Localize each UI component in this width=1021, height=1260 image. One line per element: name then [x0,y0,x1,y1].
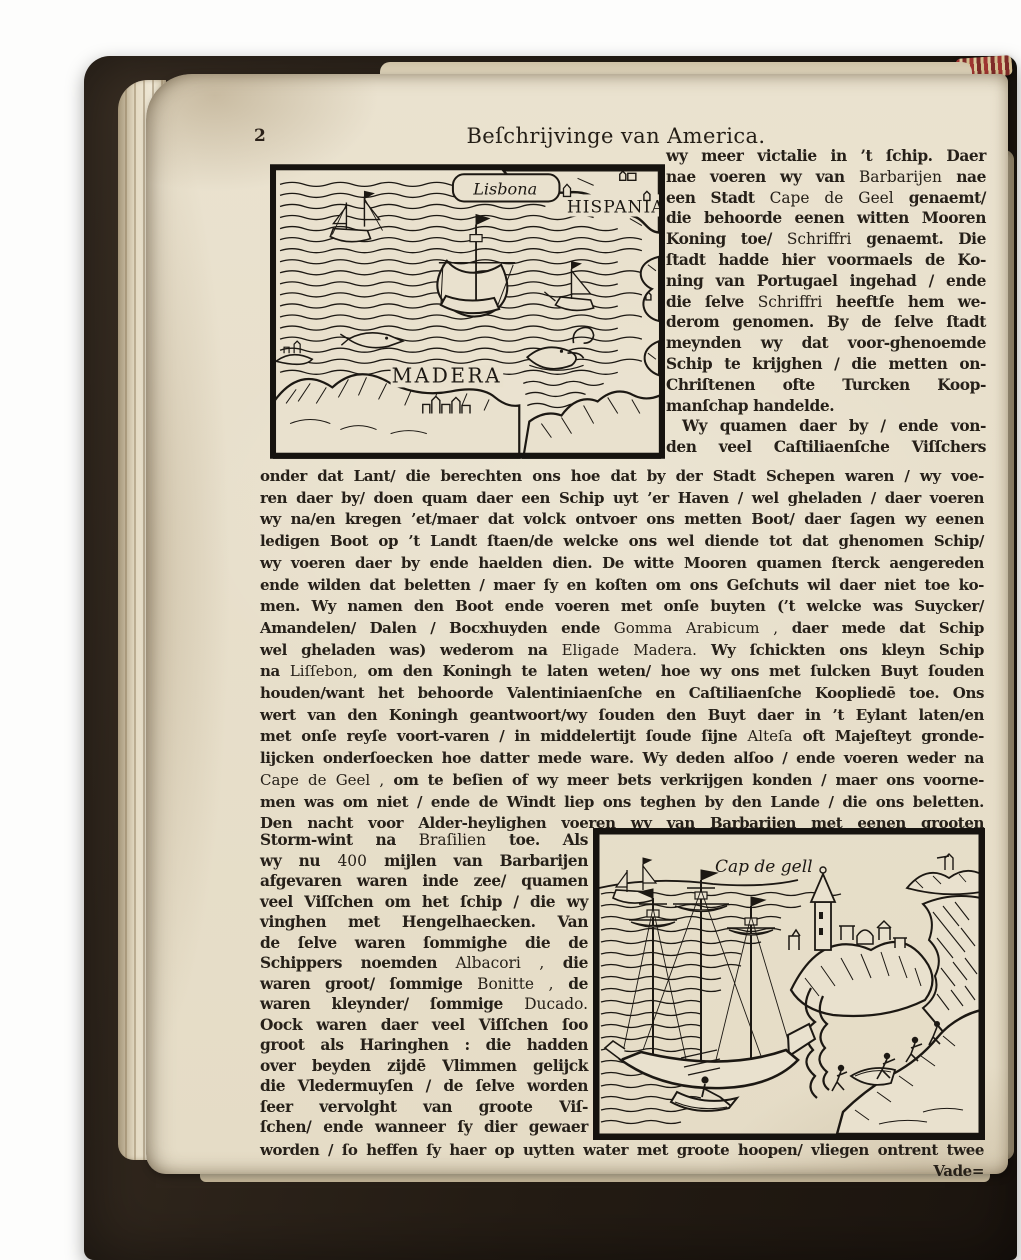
text-line [260,1056,588,1077]
text-line [260,933,588,954]
blackletter-segment: Wy ſchickten ons kleyn Schip [696,640,984,659]
blackletter-segment: die ſelve [666,292,758,311]
right-column-text [666,146,986,458]
blackletter-segment: om den Koningh te laten weten/ hoe wy ons met ſulcken Buyt ſouden [357,662,984,681]
woodcut-cap-de-geel [593,828,985,1140]
text-line [260,726,984,748]
text-line [260,705,984,727]
roman-type-segment: Schriffri [786,230,852,249]
roman-type-segment: Cape de Geel [769,188,894,207]
roman-type-segment: Albacori , [455,954,545,972]
roman-type-segment: Alteſa [747,727,793,746]
text-line [260,1097,588,1118]
text-line [666,333,986,354]
blackletter-segment: worden / ſo heffen ſy haer op uytten water met groote hoopen/ vliegen ontrent twee [260,1141,984,1159]
blackletter-segment: den veel Caſtiliaenſche Viſſchers [666,438,986,457]
roman-type-segment: Gomma Arabicum , [613,618,778,637]
blackletter-segment: men was om niet / ende de Windt liep ons teghen by den Lande / die ons beletten. [260,792,984,811]
book-page [146,74,1008,1180]
text-line [666,437,986,458]
text-line [666,188,986,209]
blackletter-segment: genaemt/ [893,188,987,207]
madera-label: MADERA [391,363,503,388]
text-line [666,146,986,167]
blackletter-segment: Schip te krijghen / die metten on- [666,354,986,373]
text-line [666,312,986,333]
blackletter-segment: wert van den Koningh geantwoort/wy ſouden den Buyt daer in ’t Eylant laten/en [260,705,984,724]
text-line [260,509,984,531]
blackletter-segment: een Stadt [666,188,770,207]
blackletter-segment: die Vledermuyſen / de ſelve worden [260,1077,588,1095]
text-line [260,596,984,618]
blackletter-segment: men. Wy namen den Boot ende voeren met onſe buyten (’t welcke was Suycker/ [260,597,984,616]
text-line [260,770,984,792]
blackletter-segment: derom genomen. By de ſelve ſtadt [666,313,986,332]
blackletter-segment: de [553,974,588,993]
blackletter-segment: waren kleynder/ ſommige [260,995,525,1013]
text-line [260,683,984,705]
text-line [260,640,984,662]
text-line [666,292,986,313]
blackletter-segment: Den nacht voor Alder-heylighen voeren wy van Barbarijen met eenen grooten [260,814,984,833]
text-line [260,1117,588,1138]
blackletter-segment: daer mede dat Schip [777,618,984,637]
woodcut-map-svg [270,164,665,459]
text-line [260,892,588,913]
blackletter-segment: genaemt. Die [851,230,986,249]
blackletter-segment: Koning toe/ [666,230,787,249]
blackletter-segment: Oock waren daer veel Viſſchen ſoo [260,1015,588,1034]
text-line [260,1140,984,1161]
fish [340,333,402,348]
cap-de-geel-label: Cap de gell [715,857,813,877]
blackletter-segment: vinghen met Hengelhaecken. Van [260,913,588,931]
blackletter-segment: lijcken onderſoecken hoe datter mede ware. Wy deden alſoo / ende voeren weder na [260,749,984,768]
text-line [666,354,986,375]
text-line [260,912,588,933]
text-line [260,953,588,974]
blackletter-segment: wy nu [260,851,338,870]
blackletter-segment: mijlen van Barbarijen [366,851,588,870]
blackletter-segment: Schippers noemden [260,954,456,972]
roman-type-segment: Liſſebon, [289,662,358,681]
text-line [260,1035,588,1056]
text-line [260,618,984,640]
blackletter-segment: wel gheladen was) wederom na [260,640,562,659]
roman-type-segment: Cape de Geel , [260,770,385,789]
blackletter-segment: heeftſe hem we- [822,292,986,311]
text-line [260,851,588,872]
woodcut-map-madera [270,164,665,459]
roman-type-segment: Schriffri [757,292,823,311]
text-line [260,1015,588,1036]
text-line [260,748,984,770]
coast-bottom-right [523,392,660,458]
horizon-coastline [599,880,798,888]
blackletter-segment: nae voeren wy van [666,167,859,186]
bottom-text [260,1140,984,1161]
text-line [260,792,984,814]
text-line [260,553,984,575]
text-line [666,167,986,188]
text-line [666,375,986,396]
blackletter-segment: ren daer by/ doen quam daer een Schip uyt ’er Haven / wel gheladen / daer voeren [260,488,984,507]
running-header: Beſchrijvinge van America. [466,124,766,148]
blackletter-segment: over beyden zijdē Vlimmen gelijck [260,1056,588,1075]
text-line [666,416,986,437]
blackletter-segment: ende wilden dat beletten / maer ſy en koſten om ons Geſchuts wil daer niet toe ko- [260,575,984,594]
hispania-label: HISPANIA [566,197,665,218]
blackletter-segment: manſchap handelde. [666,396,835,415]
text-line [666,229,986,250]
text-line [260,466,984,488]
blackletter-segment: Amandelen/ Dalen / Bocxhuyden ende [260,618,614,637]
blackletter-segment: na [260,662,290,681]
blackletter-segment: met onſe reyſe voort-varen / in middelertijt ſoude ſijne [260,727,748,746]
blackletter-segment: wy meer victalie in ’t ſchip. Daer [666,147,986,165]
blackletter-segment: veel Viſſchen om het ſchip / die wy [260,892,588,911]
roman-type-segment: Barbarijen [858,167,942,186]
blackletter-segment: onder dat Lant/ die berechten ons hoe dat by der Stadt Schepen waren / wy voe- [260,467,984,485]
town-buildings [789,867,907,950]
background-hills [907,854,981,894]
blackletter-segment: meynden wy dat voor-ghenoemde [666,334,986,353]
text-line [260,974,588,995]
blackletter-segment: ſeer vervolght van groote Viſ- [260,1097,588,1116]
blackletter-segment: waren groot/ ſommige [260,974,478,993]
text-line [260,575,984,597]
lisbona-label: Lisbona [473,179,538,199]
blackletter-segment: Storm-wint na [260,831,419,849]
blackletter-segment: ſchen/ ende wanneer ſy dier gewaer [260,1118,588,1136]
blackletter-segment: die [544,954,588,972]
text-line [666,208,986,229]
blackletter-segment: houden/want het behoorde Valentiniaenſche en Caſtiliaenſche Koopliedē toe. Ons [260,684,984,703]
text-line [666,396,986,417]
left-column-text [260,830,588,1138]
roman-type-segment: Braſilien [418,831,487,849]
blackletter-segment: ſtadt hadde hier voormaels de Ko- [666,250,986,269]
blackletter-segment: nae [941,167,986,186]
blackletter-segment: oft Majeſteyt gronde- [792,727,984,746]
blackletter-segment: groot als Haringhen : die hadden [260,1036,588,1054]
full-width-text [260,466,984,835]
island-madera [274,363,519,457]
text-line [260,871,588,892]
text-line [260,1076,588,1097]
text-line [260,661,984,683]
blackletter-segment: afgevaren waren inde zee/ quamen [260,872,588,890]
islet-small [276,341,312,364]
blackletter-segment: wy voeren daer by ende haelden dien. De witte Mooren quamen ſterck aengereden [260,553,984,572]
text-line [666,250,986,271]
blackletter-segment: de ſelve waren ſommighe die de [260,933,588,952]
roman-type-segment: Bonitte , [477,974,554,993]
blackletter-segment: die behoorde eenen witten Mooren [666,209,986,228]
roman-type-segment: 400 [337,851,367,870]
text-line [260,994,588,1015]
roman-type-segment: Eligade Madera. [561,640,697,659]
blackletter-segment: Chriſtenen ofte Turcken Koop- [666,375,986,394]
lisbona-cartouche [453,174,571,201]
page-number: 2 [254,126,266,146]
text-line [260,488,984,510]
blackletter-segment: ning van Portugael ingehad / ende [666,271,986,290]
ship-small [330,191,382,241]
woodcut-harbor-svg [593,828,985,1140]
beach-right [832,1010,981,1134]
blackletter-segment: Wy quamen daer by / ende von- [682,417,986,436]
blackletter-segment: ledigen Boot op ’t Landt ſtaen/de welcke ons wel diende tot dat ghenomen Schip/ [260,532,984,551]
catchword: Vade= [933,1162,984,1180]
blackletter-segment: wy na/en kregen ’et/maer dat volck ontvoer ons metten Boot/ daer ſagen wy eenen [260,510,984,529]
blackletter-segment: toe. Als [486,831,588,849]
text-line [260,531,984,553]
text-line [260,830,588,851]
text-line [666,271,986,292]
roman-type-segment: Ducado. [524,995,588,1013]
blackletter-segment: om te beſien of wy meer bets verkrijgen konden / maer ons voorne- [384,770,984,789]
